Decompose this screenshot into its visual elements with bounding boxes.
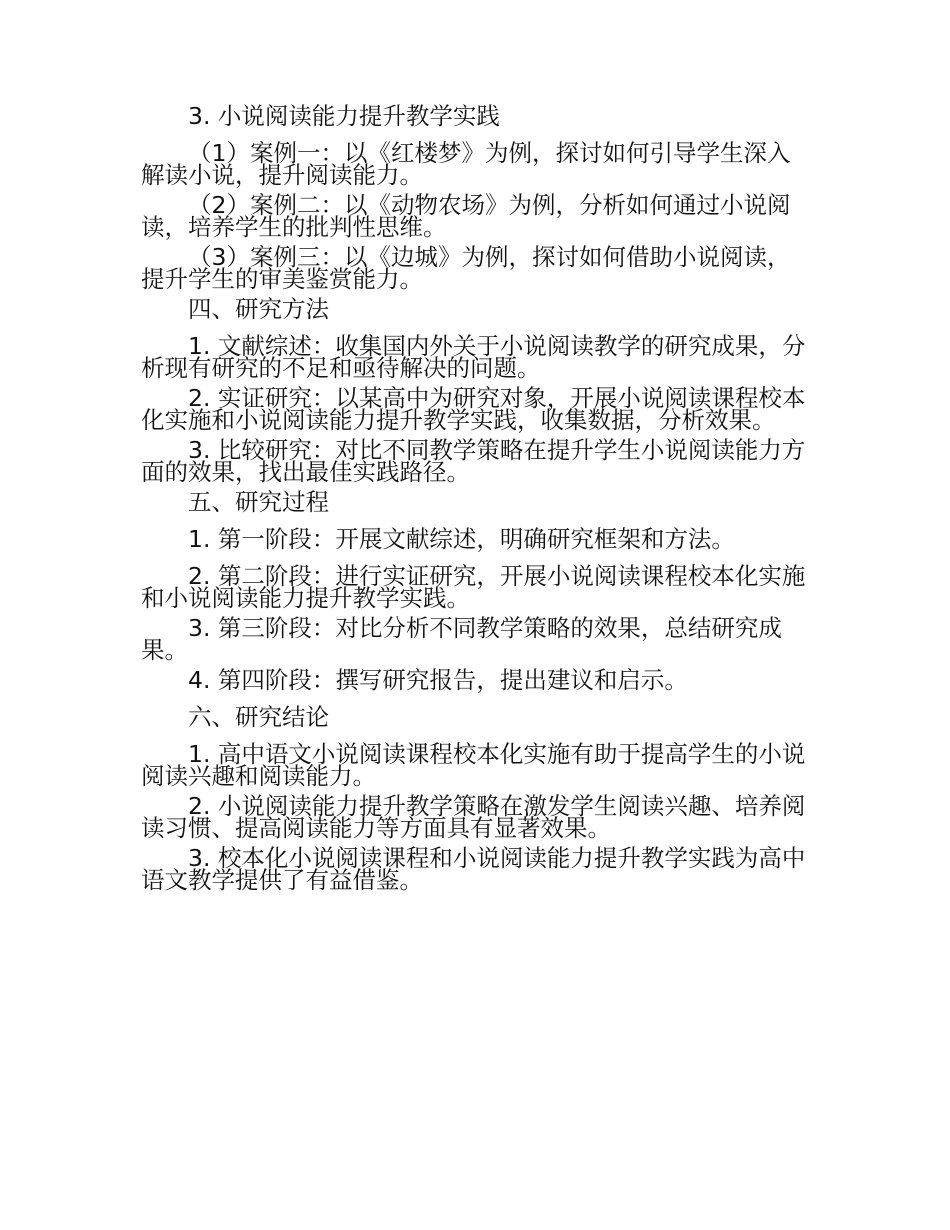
process-stage-four: 4. 第四阶段：撰写研究报告，提出建议和启示。 xyxy=(188,666,688,694)
section-heading-research-methods: 四、研究方法 xyxy=(188,295,329,323)
process-stage-one: 1. 第一阶段：开展文献综述，明确研究框架和方法。 xyxy=(188,525,735,553)
section-heading-research-conclusions: 六、研究结论 xyxy=(188,703,329,731)
section-heading-teaching-practice: 3. 小说阅读能力提升教学实践 xyxy=(188,102,500,130)
section-heading-research-process: 五、研究过程 xyxy=(188,488,329,516)
method-empirical-research: 2. 实证研究：以某高中为研究对象，开展小说阅读课程校本化实施和小说阅读能力提升教学实践，收集数据，分析效果。 xyxy=(141,384,806,434)
process-stage-two: 2. 第二阶段：进行实证研究，开展小说阅读课程校本化实施和小说阅读能力提升教学实践。 xyxy=(141,562,806,612)
process-stage-three: 3. 第三阶段：对比分析不同教学策略的效果，总结研究成果。 xyxy=(141,614,782,664)
document-body xyxy=(141,102,813,894)
method-literature-review: 1. 文献综述：收集国内外关于小说阅读教学的研究成果，分析现有研究的不足和亟待解决的问题。 xyxy=(141,332,806,382)
method-comparative-research: 3. 比较研究：对比不同教学策略在提升学生小说阅读能力方面的效果，找出最佳实践路径。 xyxy=(141,436,806,486)
case-two-paragraph: （2）案例二：以《动物农场》为例，分析如何通过小说阅读，培养学生的批判性思维。 xyxy=(141,191,791,241)
conclusion-two: 2. 小说阅读能力提升教学策略在激发学生阅读兴趣、培养阅读习惯、提高阅读能力等方面具有显著效果。 xyxy=(141,792,806,842)
case-three-paragraph: （3）案例三：以《边城》为例，探讨如何借助小说阅读，提升学生的审美鉴赏能力。 xyxy=(141,243,791,293)
conclusion-one: 1. 高中语文小说阅读课程校本化实施有助于提高学生的小说阅读兴趣和阅读能力。 xyxy=(141,740,806,790)
case-one-paragraph: （1）案例一：以《红楼梦》为例，探讨如何引导学生深入解读小说，提升阅读能力。 xyxy=(141,139,791,189)
conclusion-three: 3. 校本化小说阅读课程和小说阅读能力提升教学实践为高中语文教学提供了有益借鉴。 xyxy=(141,844,806,894)
